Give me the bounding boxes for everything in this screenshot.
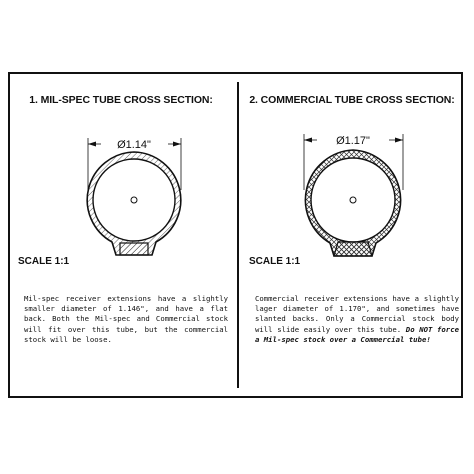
mil-spec-description: Mil-spec receiver extensions have a slightly smaller diameter of 1.146", and have a flat back. Both the Mil-spec and Commercial stock will fit over this tube, but the commercial stock will be loose. [24,294,228,344]
mil-spec-center-point [131,197,137,203]
mil-spec-title: 1. MIL-SPEC TUBE CROSS SECTION: [29,94,213,106]
mil-spec-flat-back [120,243,148,255]
commercial-description [255,294,459,345]
commercial-slanted-back [334,242,372,256]
mil-spec-diameter-label: Ø1.14" [117,139,151,151]
commercial-warning: Do NOT force a Mil-spec stock over a Commercial tube! [255,324,459,344]
commercial-description-text: Commercial receiver extensions have a slightly lager diameter of 1.170", and sometimes have slanted backs. Only a Commercial stock body will slide easily over this tube. [255,294,459,334]
commercial-scale-label: SCALE 1:1 [249,256,301,267]
commercial-diameter-label: Ø1.17" [336,135,370,147]
commercial-center-point [350,197,356,203]
mil-spec-scale-label: SCALE 1:1 [18,256,70,267]
mil-spec-panel [8,72,234,398]
commercial-title: 2. COMMERCIAL TUBE CROSS SECTION: [249,94,455,106]
commercial-panel [239,72,465,398]
